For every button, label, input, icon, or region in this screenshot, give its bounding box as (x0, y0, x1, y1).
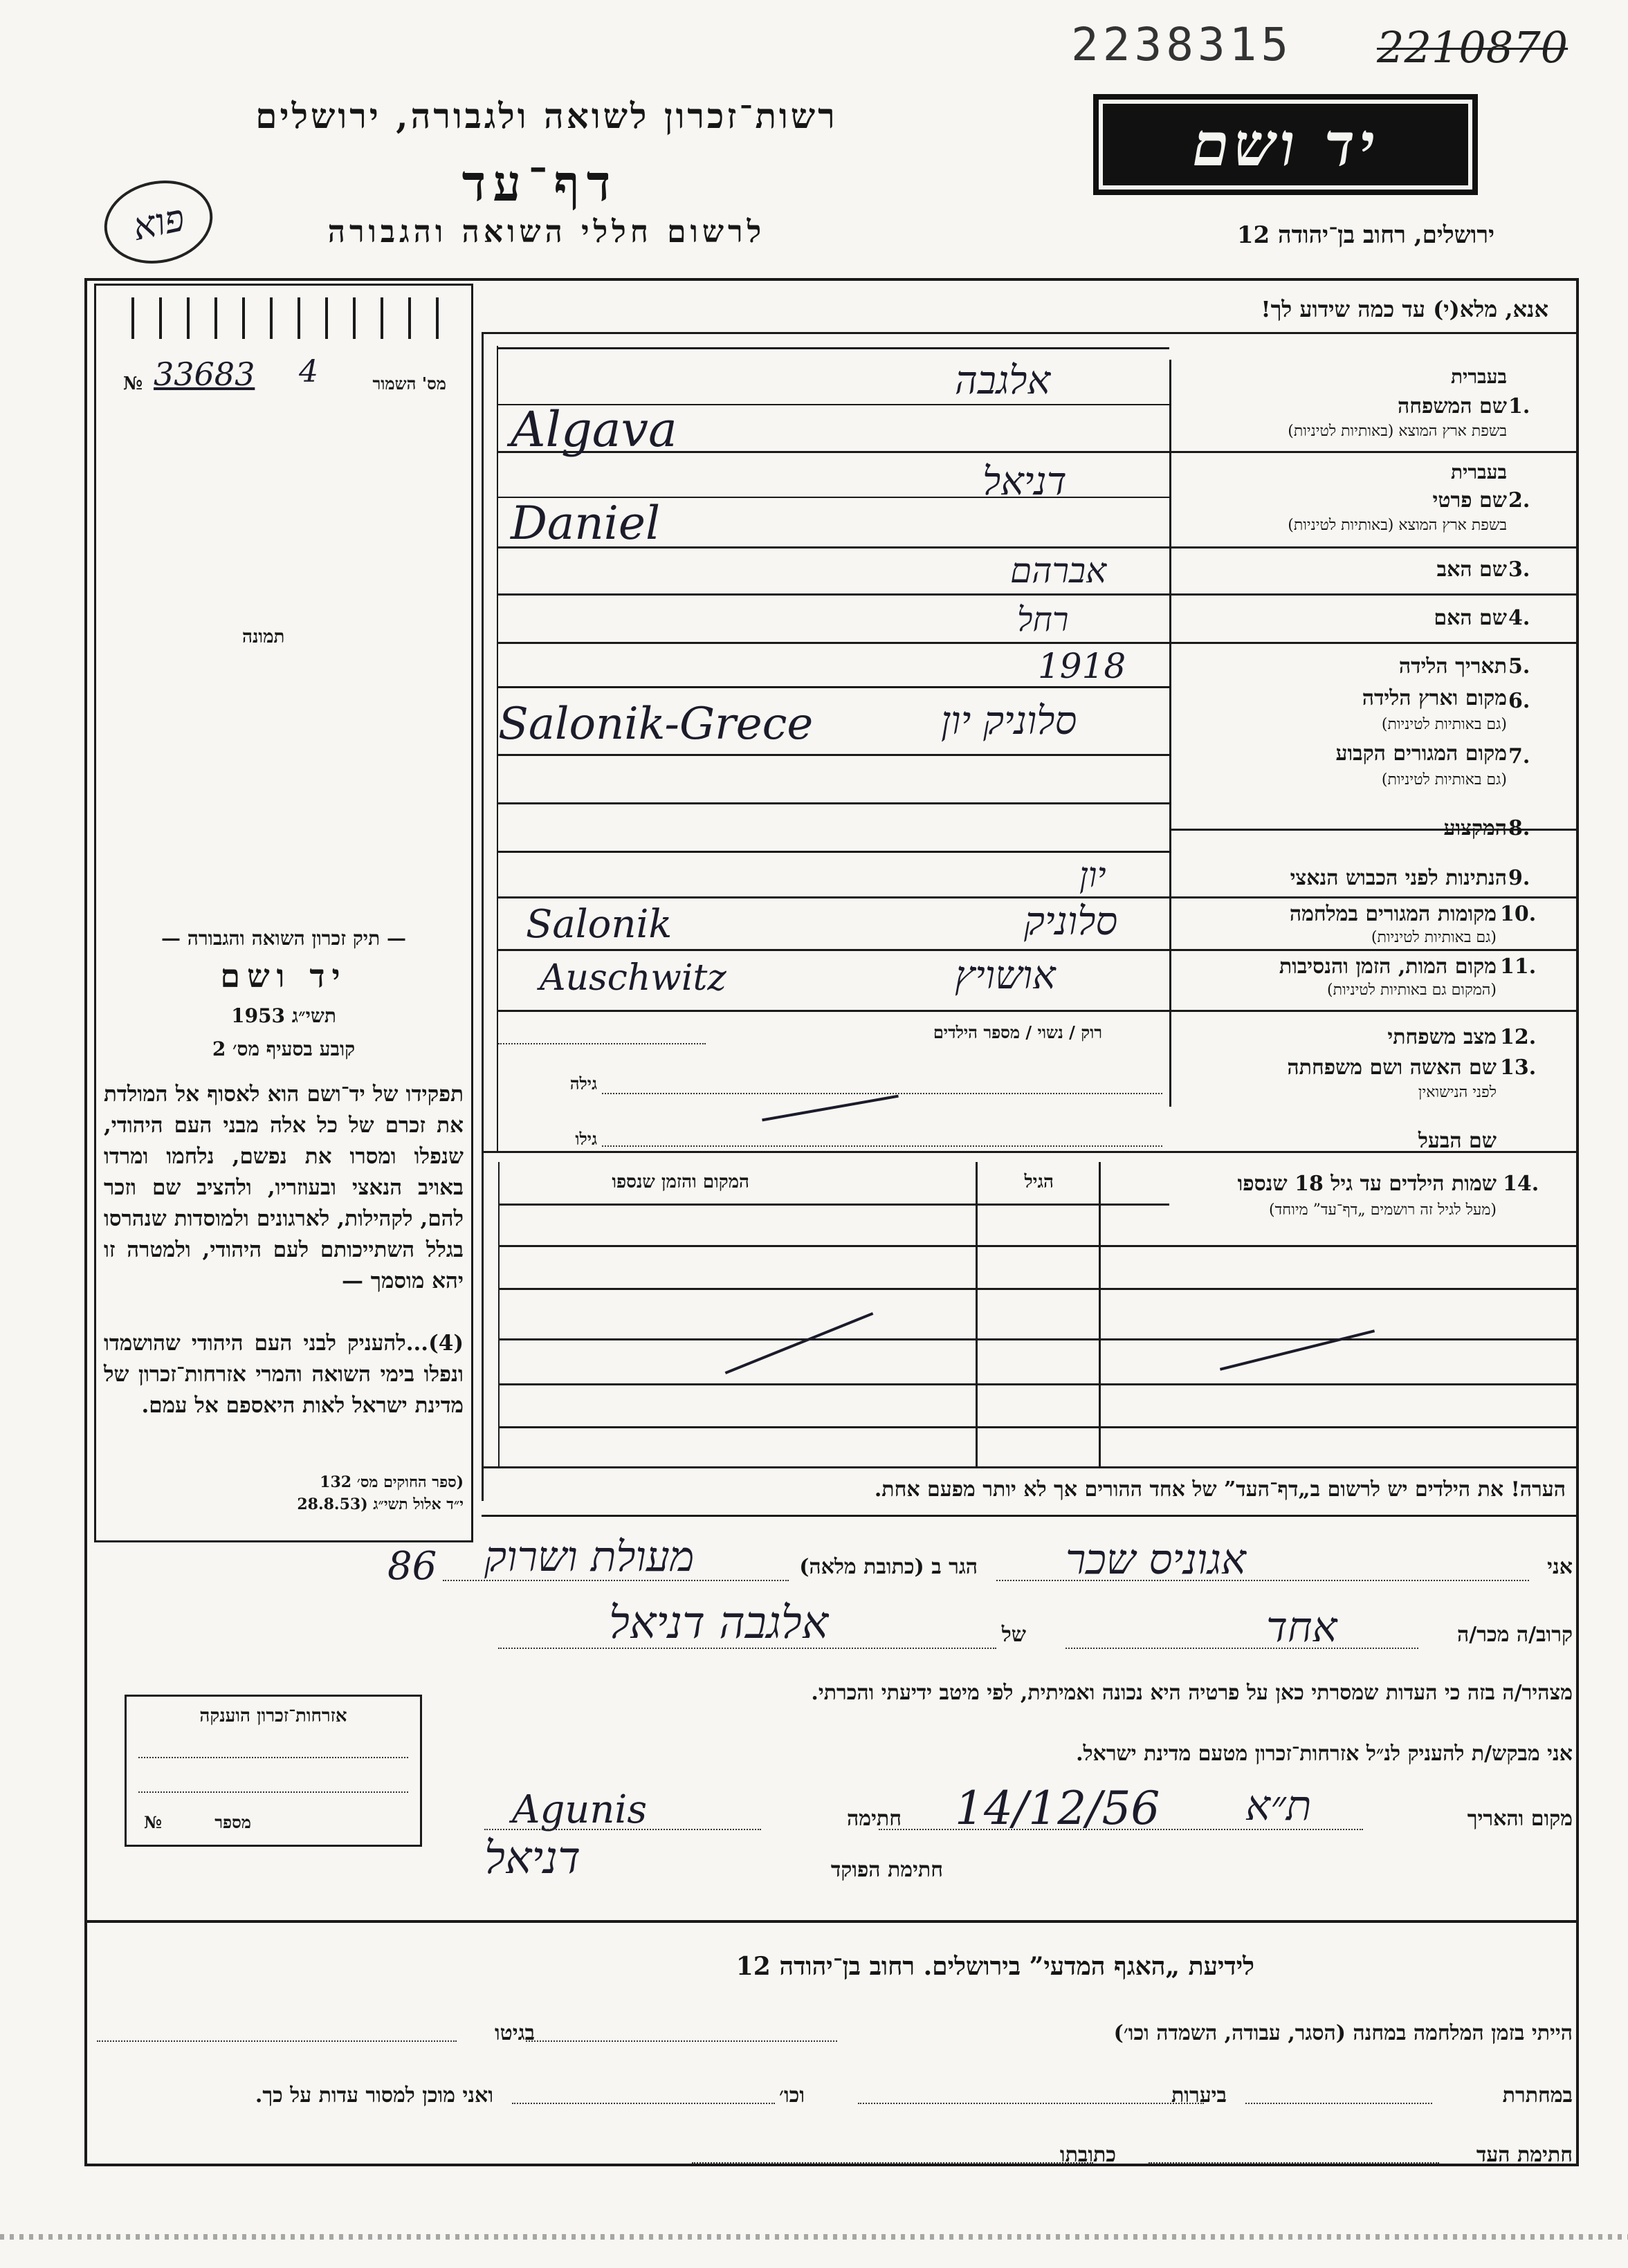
declarant-number: 86 (387, 1544, 437, 1589)
field-4-value: רחל (1017, 600, 1069, 639)
place: ת״א (1245, 1782, 1312, 1830)
field-4-num: 4. (1508, 606, 1530, 630)
field-2-label: שם פרטי (1432, 488, 1507, 513)
field-13-age-label: גילה (569, 1073, 597, 1094)
field-5-label: תאריך הלידה (1398, 654, 1507, 679)
instruction: אנא, מלא(י) עד כמה שידוע לך! (1261, 296, 1548, 322)
husband-age-label: גילו (575, 1129, 597, 1149)
field-10-hebrew: סלוניק (1024, 899, 1118, 944)
footer-line1-b: בגיטו (494, 2021, 535, 2045)
children-sub: (מעל לגיל זה רושמים „דף־עד” מיוחד) (1269, 1201, 1497, 1219)
field-1-tag: בעברית (1450, 365, 1507, 388)
field-1-hebrew: אלגבה (955, 358, 1051, 403)
children-num: 14. (1503, 1172, 1539, 1196)
field-11-hebrew: אושויץ (955, 953, 1056, 998)
footer-line2-c: וכו׳ (779, 2083, 805, 2108)
serial-value: 33683 (154, 356, 255, 393)
record-number: 2238315 (1071, 18, 1293, 71)
field-7-num: 7. (1508, 744, 1530, 768)
field-11-latin: Auschwitz (540, 957, 726, 999)
field-8-num: 8. (1508, 816, 1530, 840)
declarant-of-name: אלגבה דניאל (609, 1598, 829, 1649)
clerk-signature: דניאל (484, 1833, 580, 1884)
field-2-latin: Daniel (511, 497, 661, 550)
declarant-ani-label: אני (1547, 1555, 1573, 1579)
field-10-label: מקומות המגורים במלחמה (1289, 902, 1497, 926)
place-date-label: מקום והאריך (1467, 1807, 1573, 1831)
left-panel-clause: קובע בסעיף מס׳ 2 (212, 1038, 356, 1060)
field-9-value: יון (1079, 855, 1106, 895)
address: ירושלים, רחוב בן־יהודה 12 (1236, 221, 1494, 249)
signature: Agunis (512, 1787, 648, 1832)
org-name: רשות־זכרון לשואה ולגבורה, ירושלים (255, 95, 838, 136)
photo-label: תמונה (242, 627, 285, 647)
footer-line2-a: במחתרת (1502, 2083, 1573, 2108)
field-5-value: 1918 (1038, 646, 1126, 686)
field-12-options: רוק / נשוי / מספר הילדים (933, 1022, 1102, 1042)
tick-marks (131, 297, 450, 339)
left-panel-item4: (4)...להעניק לבני העם היהודי שהושמדו ונפלו בימי השואה והמרי אזרחות־זכרון של מדינת ישראל לאות היאספם אל עמם. (104, 1331, 464, 1418)
field-2-hebrew: דניאל (982, 459, 1067, 504)
left-panel-ref1: (ספר החוקים מס׳ 132 (320, 1473, 464, 1491)
field-7-label: מקום המגורים הקבוע (1335, 741, 1507, 766)
field-11-sub: (המקום גם באותיות לטיניות) (1327, 981, 1497, 999)
field-8-label: המקצוע (1443, 816, 1507, 840)
form-title: דף־עד (461, 154, 618, 212)
note: הערה! את הילדים יש לרשום ב„דף־העד” של אחד ההורים אך לא יותר מפעם אחת. (874, 1477, 1566, 1502)
scan-edge (0, 2234, 1628, 2240)
field-1-label: שם המשפחה (1397, 394, 1507, 418)
serial-label: מס' השמור (372, 374, 446, 394)
citizenship-box-no-mark: № (144, 1812, 163, 1832)
field-10-latin: Salonik (526, 902, 673, 947)
declarant-resides-label: הגר ב (כתובת מלאה) (799, 1555, 978, 1579)
request: אני מבקש/ת להעניק לנ״ל אזרחות־זכרון מטעם מדינת ישראל. (1076, 1742, 1573, 1766)
declaration: מצהיר/ה בזה כי העדות שמסרתי כאן על פרטיה היא נכונה ואמיתית, לפי מיטב ידיעתי והכרתי. (811, 1681, 1573, 1705)
field-3-num: 3. (1508, 557, 1530, 582)
field-11-label: מקום המות, הזמן והנסיבות (1279, 955, 1497, 979)
declarant-relation: אחד (1266, 1603, 1337, 1652)
field-12-num: 12. (1500, 1025, 1537, 1049)
citizenship-box-number-label: מספר (214, 1812, 251, 1832)
field-2-tag: בעברית (1450, 461, 1507, 483)
footer-line1-a: הייתי בזמן המלחמה במחנה (הסגר, עבודה, השמדה וכו׳) (1113, 2021, 1573, 2045)
field-13-sub: לפני הנישואין (1418, 1084, 1497, 1101)
logo (1093, 94, 1478, 195)
left-panel-header: — תיק זכרון השואה והגבורה — (161, 927, 406, 950)
declarant-of-label: של (1001, 1623, 1026, 1647)
field-3-label: שם האב (1436, 557, 1507, 582)
field-2-sub: בשפת ארץ המוצא (באותיות לטיניות) (1288, 517, 1507, 534)
children-label: שמות הילדים עד גיל 18 שנספו (1237, 1172, 1497, 1196)
declarant-relation-label: קרוב/ה מכר/ה (1457, 1623, 1573, 1647)
left-panel-ref2: י״ד אלול תשי״ג (28.8.53 (297, 1495, 464, 1513)
field-2-num: 2. (1508, 488, 1530, 513)
field-9-label: הנתינות לפני הכבוש הנאצי (1290, 866, 1507, 890)
clerk-signature-label: חתימת הפוקד (830, 1858, 943, 1882)
footer-line3-b: כתובתו (1059, 2143, 1116, 2167)
citizenship-box-title: אזרחות־זכרון הוענקה (199, 1706, 347, 1726)
field-10-sub: (גם באותיות לטיניות) (1371, 929, 1497, 946)
field-13-label: שם האשה ושם משפחתה (1287, 1055, 1497, 1080)
declarant-address: מעולת ושרוק (484, 1533, 695, 1581)
footer-line2-d: ואני מוכן למסור עדות על כך. (255, 2083, 493, 2108)
field-3-value: אברהם (1010, 551, 1107, 591)
field-11-num: 11. (1500, 955, 1537, 979)
margin-note (96, 171, 220, 273)
footer-line2-b: ביערות (1171, 2083, 1227, 2108)
field-9-num: 9. (1508, 866, 1530, 890)
record-number-handwritten: 2210870 (1377, 22, 1568, 73)
field-5-num: 5. (1508, 654, 1530, 679)
declarant-name: אגוניס שכר (1065, 1536, 1246, 1584)
children-place-header: המקום והזמן שנספו (612, 1172, 749, 1192)
field-6-label: מקום וארץ הלידה (1362, 686, 1507, 710)
date: 14/12/56 (955, 1782, 1160, 1835)
field-6-hebrew: סלוניק יון (941, 699, 1077, 744)
field-1-sub: בשפת ארץ המוצא (באותיות לטיניות) (1288, 423, 1507, 440)
husband-label: שם הבעל (1418, 1129, 1497, 1153)
field-7-sub: (גם באותיות לטיניות) (1381, 771, 1507, 789)
field-4-label: שם האם (1434, 606, 1507, 630)
signature-label: חתימה (847, 1807, 902, 1831)
footer-line3-a: חתימת העד (1476, 2143, 1573, 2167)
form-subtitle: לרשום חללי השואה והגבורה (327, 214, 766, 250)
field-1-num: 1. (1508, 394, 1530, 418)
footer-title: לידיעת „האגף המדעי” בירושלים. רחוב בן־יהודה 12 (735, 1952, 1254, 1981)
field-6-latin: Salonik-Grece (498, 699, 814, 750)
left-panel-title: יד ושם (220, 957, 347, 995)
left-panel-year: תשי״ג 1953 (231, 1004, 336, 1027)
margin-note-text: פוא (128, 195, 188, 249)
field-1-latin: Algava (511, 401, 677, 458)
serial-no-mark: № (123, 374, 143, 394)
logo-text: יד ושם (1192, 109, 1379, 180)
field-6-num: 6. (1508, 689, 1530, 713)
serial-suffix: 4 (299, 354, 318, 389)
field-10-num: 10. (1500, 902, 1537, 926)
field-6-sub: (גם באותיות לטיניות) (1381, 716, 1507, 733)
field-13-num: 13. (1500, 1055, 1537, 1080)
left-panel-body: תפקידו של יד־ושם הוא לאסוף אל המולדת את זכרם של כל אלה מבני העם היהודי, שנפלו ומסרו את נפשם, נלחמו ומרדו באויב הנאצי ובעוזריו, ולהציב שם וזכר להם, לקהילות, לארגונים ולמוסדות שנהרסו בגלל השתייכותם לעם היהודי, ולמטרה זו יהא מוסמך — (104, 1082, 464, 1293)
children-age-header: הגיל (1024, 1172, 1054, 1192)
field-12-label: מצב משפחתי (1387, 1025, 1497, 1049)
